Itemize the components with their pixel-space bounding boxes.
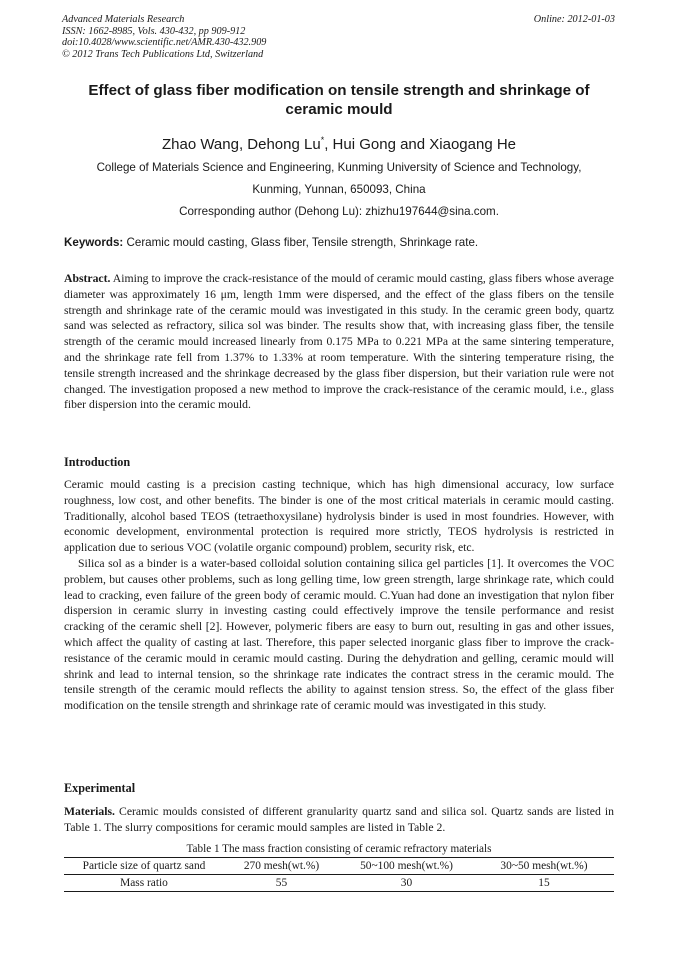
keywords [64, 236, 616, 250]
experimental-heading: Experimental [64, 781, 136, 795]
table-header-cell: 30~50 mesh(wt.%) [500, 860, 588, 872]
table-header-row [64, 858, 614, 875]
affiliation [62, 157, 616, 223]
journal-name: Advanced Materials Research [62, 14, 185, 25]
issn-line: ISSN: 1662-8985, Vols. 430-432, pp 909-912 [62, 25, 246, 37]
keywords-text: Ceramic mould casting, Glass fiber, Tensile strength, Shrinkage rate. [123, 236, 479, 249]
table-header-cell: 270 mesh(wt.%) [243, 860, 320, 872]
table-1 [64, 857, 614, 892]
corresponding-mark: * [320, 135, 325, 145]
author-list [62, 131, 616, 154]
materials-label: Materials. [64, 805, 115, 818]
intro-paragraph-1: Ceramic mould casting is a precision casting technique, which has high dimensional accuracy, low surface roughness, low cost, and other benefits. The binder is one of the most critical materials in ceramic mould casting. Traditionally, alcohol based TEOS (tetraethoxysilane) hydrolysis binder is used in most foundries. However, with economic development, environmental protection is required more strictly, TEOS hydrolysis is restricted in application due to serious VOC (volatile organic compound) problem, security risk, etc. [64, 478, 614, 555]
authors-part-2: , Hui Gong and Xiaogang He [324, 136, 517, 153]
table-cell: Mass ratio [120, 877, 168, 889]
introduction-body [64, 477, 614, 714]
journal-header [62, 14, 482, 60]
abstract-text: Aiming to improve the crack-resistance of the mould of ceramic mould casting, glass fibers whose average diameter was approximately 16 μm, length 1mm were dispersed, and the effect of the glass fibers on the tensile strength and shrinkage rate of the ceramic mould was investigated in this study. In the ceramic green body, quartz sand was selected as refractory, silica sol was binder. The results show that, with increasing glass fiber, the tensile strength of the ceramic mould increased linearly from 0.175 MPa to 0.221 MPa at the same sintering temperature, and the shrinkage rate fell from 1.37% to 1.33% at room temperature. With the sintering temperature rising, the tensile strength increased and the shrinkage decreased by the glass fiber dispersion, but their variation rule were not changed. The investigation proposed a new method to improve the crack-resistance of the ceramic mould, i.e., glass fiber dispersion into the ceramic mould. [64, 272, 614, 412]
table-cell: 55 [275, 877, 288, 889]
affiliation-line-2: Kunming, Yunnan, 650093, China [252, 183, 426, 196]
materials-paragraph [64, 804, 614, 836]
copyright-line: © 2012 Trans Tech Publications Ltd, Switzerland [62, 48, 264, 60]
affiliation-line-1: College of Materials Science and Engineering, Kunming University of Science and Technology, [96, 161, 582, 174]
abstract-label: Abstract. [64, 272, 111, 285]
corresponding-author-line: Corresponding author (Dehong Lu): zhizhu197644@sina.com. [179, 205, 499, 218]
keywords-label: Keywords: [64, 236, 124, 249]
doi-line: doi:10.4028/www.scientific.net/AMR.430-432.909 [62, 37, 267, 49]
materials-text: Ceramic moulds consisted of different granularity quartz sand and silica sol. Quartz sands are listed in Table 1. The slurry compositions for ceramic mould samples are listed in Table 2. [64, 805, 614, 834]
table-row [64, 875, 614, 892]
online-date: Online: 2012-01-03 [533, 14, 615, 25]
table-header-cell: 50~100 mesh(wt.%) [360, 860, 453, 872]
table-header-cell: Particle size of quartz sand [82, 860, 206, 872]
table-cell: 30 [400, 877, 413, 889]
table-cell: 15 [538, 877, 550, 889]
intro-paragraph-2: Silica sol as a binder is a water-based colloidal solution containing silica gel particles [1]. It overcomes the VOC problem, but causes other problems, such as long gelling time, low green strength, large shrinkage rate, which could lead to cracking, even failure of the green body of ceramic mould. C.Yuan had done an investigation that nylon fiber dispersion in ceramic slurry in investing casting could effectively improve the tensile performance and resist cracking of the ceramic shell [2]. However, polymeric fibers are easy to burn out, resulting in gas and other issues, which affect the quality of casting at last. Therefore, this paper selected inorganic glass fiber to improve the crack-resistance of the ceramic mould in ceramic mould casting. During the dehydration and gelling, ceramic mould will shrink and lead to internal tension, so the shrinkage rate indicates the contract stress in the ceramic mould. The tensile strength of the ceramic mould reflects the ability to against tension stress. So, the effect of the glass fiber modification on the tensile strength and shrinkage rate of ceramic mould was investigated in this study. [64, 556, 614, 713]
authors-part-1: Zhao Wang, Dehong Lu [161, 136, 321, 153]
introduction-heading: Introduction [64, 455, 131, 469]
paper-title: Effect of glass fiber modification on tensile strength and shrinkage of ceramic mould [88, 82, 590, 118]
abstract [64, 271, 614, 413]
table-1-caption: Table 1 The mass fraction consisting of ceramic refractory materials [186, 843, 492, 855]
